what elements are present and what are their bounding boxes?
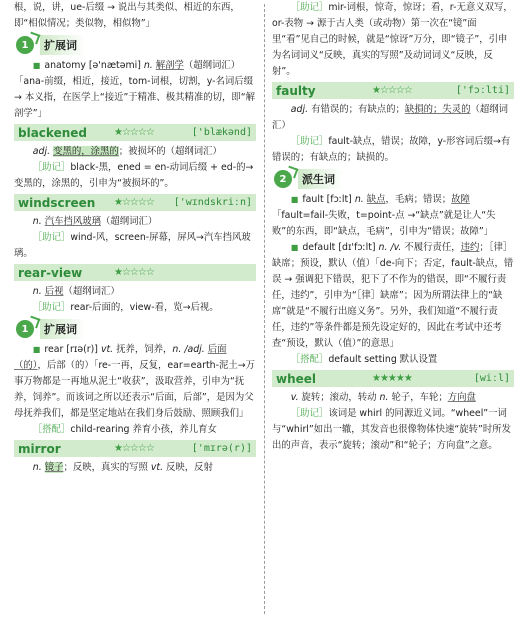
definition: adj. 变黑的，涂黑的；被损坏的（超纲词汇） bbox=[32, 146, 222, 157]
collocation-note: ［搭配］child-rearing 养育小孩，养儿育女 bbox=[32, 424, 217, 435]
phonetic: ['blækənd] bbox=[191, 127, 252, 138]
word-header-windscreen bbox=[14, 194, 256, 211]
word-header-mirror bbox=[14, 440, 256, 457]
section-number: 1 bbox=[16, 320, 34, 338]
intro-text: 根，说，讲，ue-后缀 → 说出与其类似、相近的东西，即“相似情况；类似物，相似物”」 bbox=[14, 2, 240, 29]
column-divider bbox=[264, 4, 265, 614]
star-rating: ★☆☆☆☆ bbox=[372, 85, 412, 96]
headword: blackened bbox=[18, 125, 87, 140]
headword: wheel bbox=[276, 371, 317, 386]
expand-section-header-2 bbox=[16, 318, 256, 340]
word-header-rear-view bbox=[14, 264, 256, 281]
star-rating: ★☆☆☆☆ bbox=[114, 443, 154, 454]
headword: windscreen bbox=[18, 195, 96, 210]
definition: adj. 有错误的；有缺点的；缺損的；失灵的（超纲词汇） bbox=[272, 104, 508, 131]
headword: mirror bbox=[18, 441, 61, 456]
word-header-faulty bbox=[272, 82, 514, 99]
entry-fault: ■ fault [fɔːlt] n. 缺点，毛病；错误；故障「fault=fail-失败，t=point-点 →“缺点”就是让人“失败”的东西，即“缺点，毛病”，引申为“错误；故障”」 bbox=[272, 194, 496, 237]
bullet-icon: ■ bbox=[290, 195, 299, 204]
collocation-note: ［搭配］default setting 默认设置 bbox=[290, 354, 438, 365]
star-rating: ★☆☆☆☆ bbox=[114, 267, 154, 278]
derive-section-header bbox=[274, 168, 514, 190]
right-column bbox=[272, 0, 514, 454]
definition: v. 旋转；滚动，转动 n. 轮子，车轮；方向盘 bbox=[290, 392, 476, 403]
definition: n. 镜子；反映，真实的写照 vt. 反映，反射 bbox=[32, 462, 213, 473]
word-header-blackened bbox=[14, 124, 256, 141]
expand-section-header bbox=[16, 34, 256, 56]
section-label: 派生词 bbox=[298, 169, 343, 189]
memory-note: ［助记］wind-风，screen-屏幕，屏风→汽车挡风玻璃。 bbox=[14, 232, 251, 259]
left-column bbox=[14, 0, 256, 476]
headword: faulty bbox=[276, 83, 316, 98]
word-header-wheel bbox=[272, 370, 514, 387]
entry-anatomy: ■ anatomy [ə'nætəmi] n. 解剖学（超纲词汇）「ana-前缀，相近，接近，tom-词根，切割，y-名词后缀 → 本义指，在医学上“接近”于精准、极其精准的切，即“解剖学”」 bbox=[14, 60, 256, 119]
section-number: 2 bbox=[274, 170, 292, 188]
headword: rear-view bbox=[18, 265, 83, 280]
section-number: 1 bbox=[16, 36, 34, 54]
section-label: 扩展词 bbox=[40, 35, 85, 55]
bullet-icon: ■ bbox=[32, 61, 41, 70]
phonetic: ['mɪrə(r)] bbox=[191, 443, 252, 454]
memory-note: ［助记］fault-缺点，错误；故障，y-形容词后缀→有错误的；有缺点的；缺损的。 bbox=[272, 136, 511, 163]
star-rating: ★☆☆☆☆ bbox=[114, 197, 154, 208]
star-rating: ★★★★★ bbox=[372, 373, 412, 384]
phonetic: ['fɔːlti] bbox=[455, 85, 510, 96]
star-rating: ★☆☆☆☆ bbox=[114, 127, 154, 138]
memory-note: ［助记］该词是 whirl 的同源近义词。“wheel”一词与“whirl”如出一辙，其发音也很像物体快速“旋转”时所发出的声音，表示“旋转；滚动”和“轮子；方向盘”之意。 bbox=[272, 408, 511, 451]
entry-rear: ■ rear [rɪə(r)] vt. 抚养，饲养，n. /adj. 后面（的），后部（的）「re-一再，反复，ear=earth-泥土→万事万物都是一再地从泥土“收获”，汲取营养，引申为“抚养，饲养”。而该词之所以还表示“后面，后部”，是因为父母抚养我们，都是坚定地站在我们身后鼓励、照顾我们」 bbox=[14, 344, 255, 419]
memory-note: ［助记］black-黑，ened = en-动词后缀 + ed-的→变黑的，涂黑的，引申为“被损坏的”。 bbox=[14, 162, 254, 189]
phonetic: ['wɪndskriːn] bbox=[173, 197, 252, 208]
phonetic: [wiːl] bbox=[473, 373, 510, 384]
entry-default: ■ default [dɪ'fɔːlt] n. /v. 不履行责任，违约；［律］缺席；预设，默认（值）「de-向下；否定，fault-缺点，错误 → 强调犯下错误，犯下了不作为的错误，即“不履行责任，违约”，引申为“［律］缺席”；因为所谓法律上的“缺席”就是“不履行出庭义务”。另外，我们知道“不履行责任，违约”等条件都是预先设定好的，因此在考试中还考查“预设，默认（值）”的意思」 bbox=[272, 242, 514, 349]
section-label: 扩展词 bbox=[40, 319, 85, 339]
definition: n. 汽车挡风玻璃（超纲词汇） bbox=[32, 216, 158, 227]
memory-note: ［助记］mir-词根，惊奇，惊讶；看，r-无意义双写，or-表物 → 源于古人类（或动物）第一次在“镜”面里“看”见自己的时候，就是“惊讶”万分，即“镜子”，引申为名词词义“反映，真实的写照”及动词词义“反映，反射”。 bbox=[272, 2, 513, 77]
definition: n. 后视（超纲词汇） bbox=[32, 286, 120, 297]
bullet-icon: ■ bbox=[290, 243, 299, 252]
bullet-icon: ■ bbox=[32, 345, 41, 354]
memory-note: ［助记］rear-后面的，view-看，览→后视。 bbox=[32, 302, 219, 313]
